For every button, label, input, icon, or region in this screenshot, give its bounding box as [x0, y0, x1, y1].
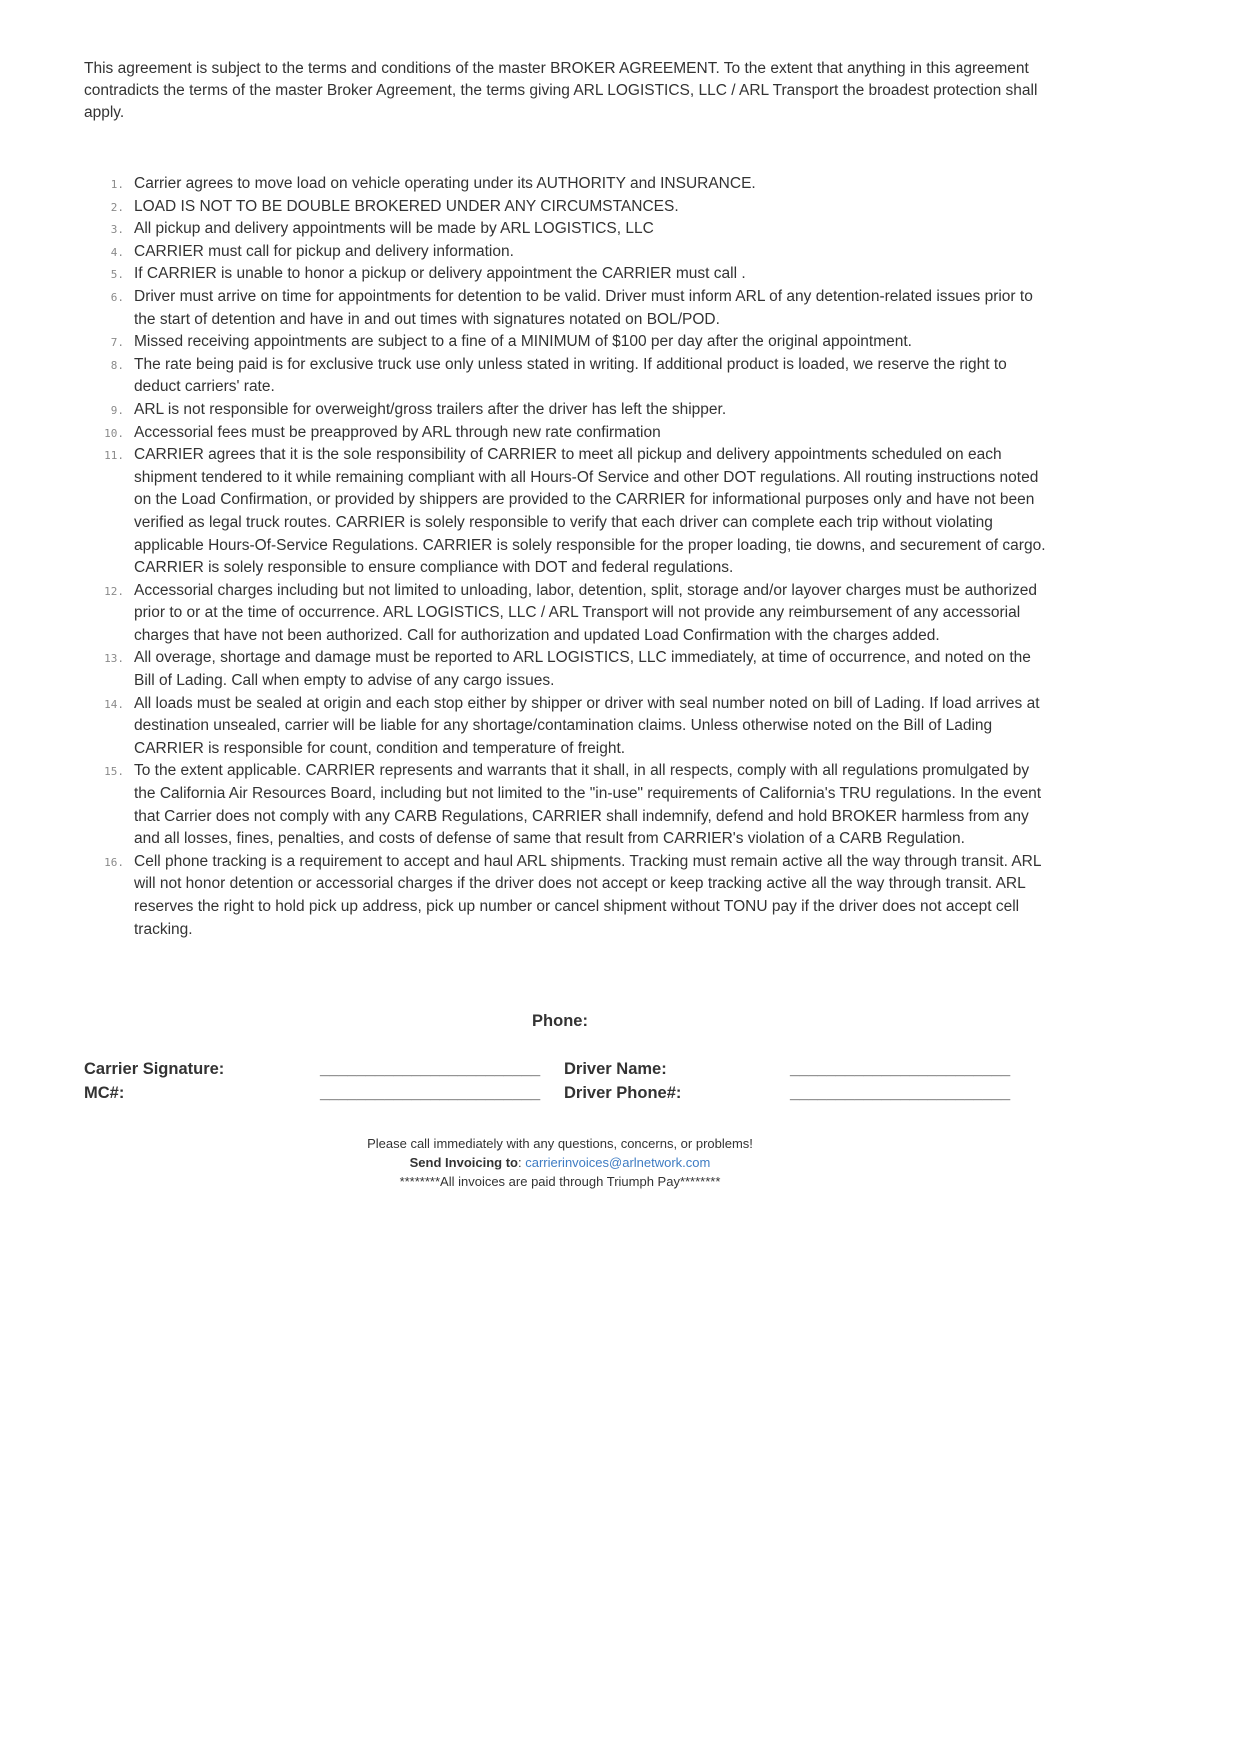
mc-label: MC#:	[84, 1084, 125, 1102]
driver-name-line[interactable]: ________________________	[790, 1060, 1011, 1078]
term-item	[84, 286, 1049, 331]
term-item	[84, 851, 1049, 941]
driver-phone-line[interactable]: ________________________	[790, 1084, 1011, 1102]
terms-list	[84, 173, 1049, 941]
footer-invoicing-line	[0, 1153, 1120, 1172]
term-item	[84, 354, 1049, 399]
term-number: 3.	[110, 223, 124, 237]
term-item	[84, 218, 1049, 241]
term-number: 6.	[110, 290, 124, 304]
term-number: 12.	[104, 584, 124, 598]
term-number: 5.	[110, 268, 124, 282]
carrier-signature-label: Carrier Signature:	[84, 1060, 225, 1078]
term-item	[84, 263, 1049, 286]
term-text: Driver must arrive on time for appointments for detention to be valid. Driver must inform ARL of any detention-related issues prior to the start of detention and have in and out times with signatures notated on BOL/POD.	[134, 287, 1033, 328]
footer-contact-line: Please call immediately with any questions, concerns, or problems!	[367, 1136, 753, 1151]
term-text: ARL is not responsible for overweight/gross trailers after the driver has left the shipper.	[134, 400, 727, 418]
term-text: CARRIER must call for pickup and delivery information.	[134, 242, 514, 260]
term-text: The rate being paid is for exclusive truck use only unless stated in writing. If additional product is loaded, we reserve the right to deduct carriers' rate.	[134, 355, 1007, 396]
term-number: 8.	[110, 358, 124, 372]
footer-notes	[0, 1134, 1120, 1191]
term-text: All overage, shortage and damage must be reported to ARL LOGISTICS, LLC immediately, at time of occurrence, and noted on the Bill of Lading. Call when empty to advise of any cargo issues.	[134, 649, 1031, 690]
term-number: 15.	[104, 765, 124, 779]
term-item	[84, 647, 1049, 692]
term-item	[84, 580, 1049, 648]
term-number: 2.	[110, 200, 124, 214]
term-item	[84, 760, 1049, 850]
term-number: 14.	[104, 697, 124, 711]
term-item	[84, 173, 1049, 196]
term-number: 16.	[104, 855, 124, 869]
term-item	[84, 693, 1049, 761]
term-text: Accessorial charges including but not limited to unloading, labor, detention, split, storage and/or layover charges must be authorized prior to or at the time of occurrence. ARL LOGISTICS, LLC / ARL Transport will not provide any reimbursement of any accessorial charges that have not been authorized. Call for authorization and updated Load Confirmation with the charges added.	[134, 581, 1037, 644]
term-text: LOAD IS NOT TO BE DOUBLE BROKERED UNDER ANY CIRCUMSTANCES.	[134, 197, 679, 215]
term-number: 13.	[104, 652, 124, 666]
term-number: 11.	[104, 449, 124, 463]
signature-row-mc	[84, 1084, 1044, 1108]
driver-phone-label: Driver Phone#:	[564, 1084, 682, 1102]
term-text: Carrier agrees to move load on vehicle operating under its AUTHORITY and INSURANCE.	[134, 175, 756, 192]
term-item	[84, 444, 1049, 580]
term-text: Accessorial fees must be preapproved by ARL through new rate confirmation	[134, 423, 661, 441]
term-number: 10.	[104, 426, 124, 440]
term-item	[84, 241, 1049, 264]
term-item	[84, 399, 1049, 422]
driver-name-label: Driver Name:	[564, 1060, 667, 1078]
signature-row-carrier	[84, 1060, 1044, 1084]
term-number: 7.	[110, 336, 124, 350]
term-text: All pickup and delivery appointments will be made by ARL LOGISTICS, LLC	[134, 220, 654, 238]
carrier-signature-line[interactable]: ________________________	[320, 1060, 541, 1078]
term-number: 1.	[110, 178, 124, 191]
term-text: All loads must be sealed at origin and each stop either by shipper or driver with seal number noted on bill of Lading. If load arrives at destination unsealed, carrier will be liable for any shortage/contamination claims. Unless otherwise noted on the Bill of Lading CARRIER is responsible for count, condition and temperature of freight.	[134, 694, 1040, 757]
term-text: To the extent applicable. CARRIER represents and warrants that it shall, in all respects, comply with all regulations promulgated by the California Air Resources Board, including but not limited to the "in-use" requirements of California's TRU regulations. In the event that Carrier does not comply with any CARB Regulations, CARRIER shall indemnify, defend and hold BROKER harmless from any and all losses, fines, penalties, and costs of defense of same that result from CARRIER's violation of a CARB Regulation.	[134, 762, 1042, 848]
invoicing-label: Send Invoicing to	[409, 1155, 518, 1170]
term-item	[84, 196, 1049, 219]
phone-label: Phone:	[532, 1012, 588, 1030]
intro-paragraph: This agreement is subject to the terms and conditions of the master BROKER AGREEMENT. To the extent that anything in this agreement contradicts the terms of the master Broker Agreement, the terms giving ARL LOGISTICS, LLC / ARL Transport the broadest protection shall apply.	[84, 60, 1038, 121]
term-text: If CARRIER is unable to honor a pickup or delivery appointment the CARRIER must call .	[134, 265, 746, 283]
term-text: CARRIER agrees that it is the sole responsibility of CARRIER to meet all pickup and delivery appointments scheduled on each shipment tendered to it while remaining compliant with all Hours-Of Service and other DOT regulations. All routing instructions noted on the Load Confirmation, or provided by shippers are provided to the CARRIER for informational purposes only and have not been verified as legal truck routes. CARRIER is solely responsible to verify that each driver can complete each trip without violating applicable Hours-Of-Service Regulations. CARRIER is solely responsible for the proper loading, tie downs, and securement of cargo. CARRIER is solely responsible to ensure compliance with DOT and federal regulations.	[134, 446, 1046, 577]
mc-line[interactable]: ________________________	[320, 1084, 541, 1102]
footer-payment-line: ********All invoices are paid through Triumph Pay********	[399, 1174, 721, 1189]
term-item	[84, 422, 1049, 445]
invoicing-separator: :	[517, 1155, 526, 1170]
invoicing-email-link[interactable]: carrierinvoices@arlnetwork.com	[525, 1155, 711, 1170]
term-text: Missed receiving appointments are subject to a fine of a MINIMUM of $100 per day after the original appointment.	[134, 333, 912, 351]
term-number: 4.	[110, 245, 124, 259]
term-text: Cell phone tracking is a requirement to accept and haul ARL shipments. Tracking must remain active all the way through transit. ARL will not honor detention or accessorial charges if the driver does not accept or keep tracking active all the way through transit. ARL reserves the right to hold pick up address, pick up number or cancel shipment without TONU pay if the driver does not accept cell tracking.	[134, 852, 1041, 938]
term-number: 9.	[110, 403, 124, 417]
term-item	[84, 331, 1049, 354]
